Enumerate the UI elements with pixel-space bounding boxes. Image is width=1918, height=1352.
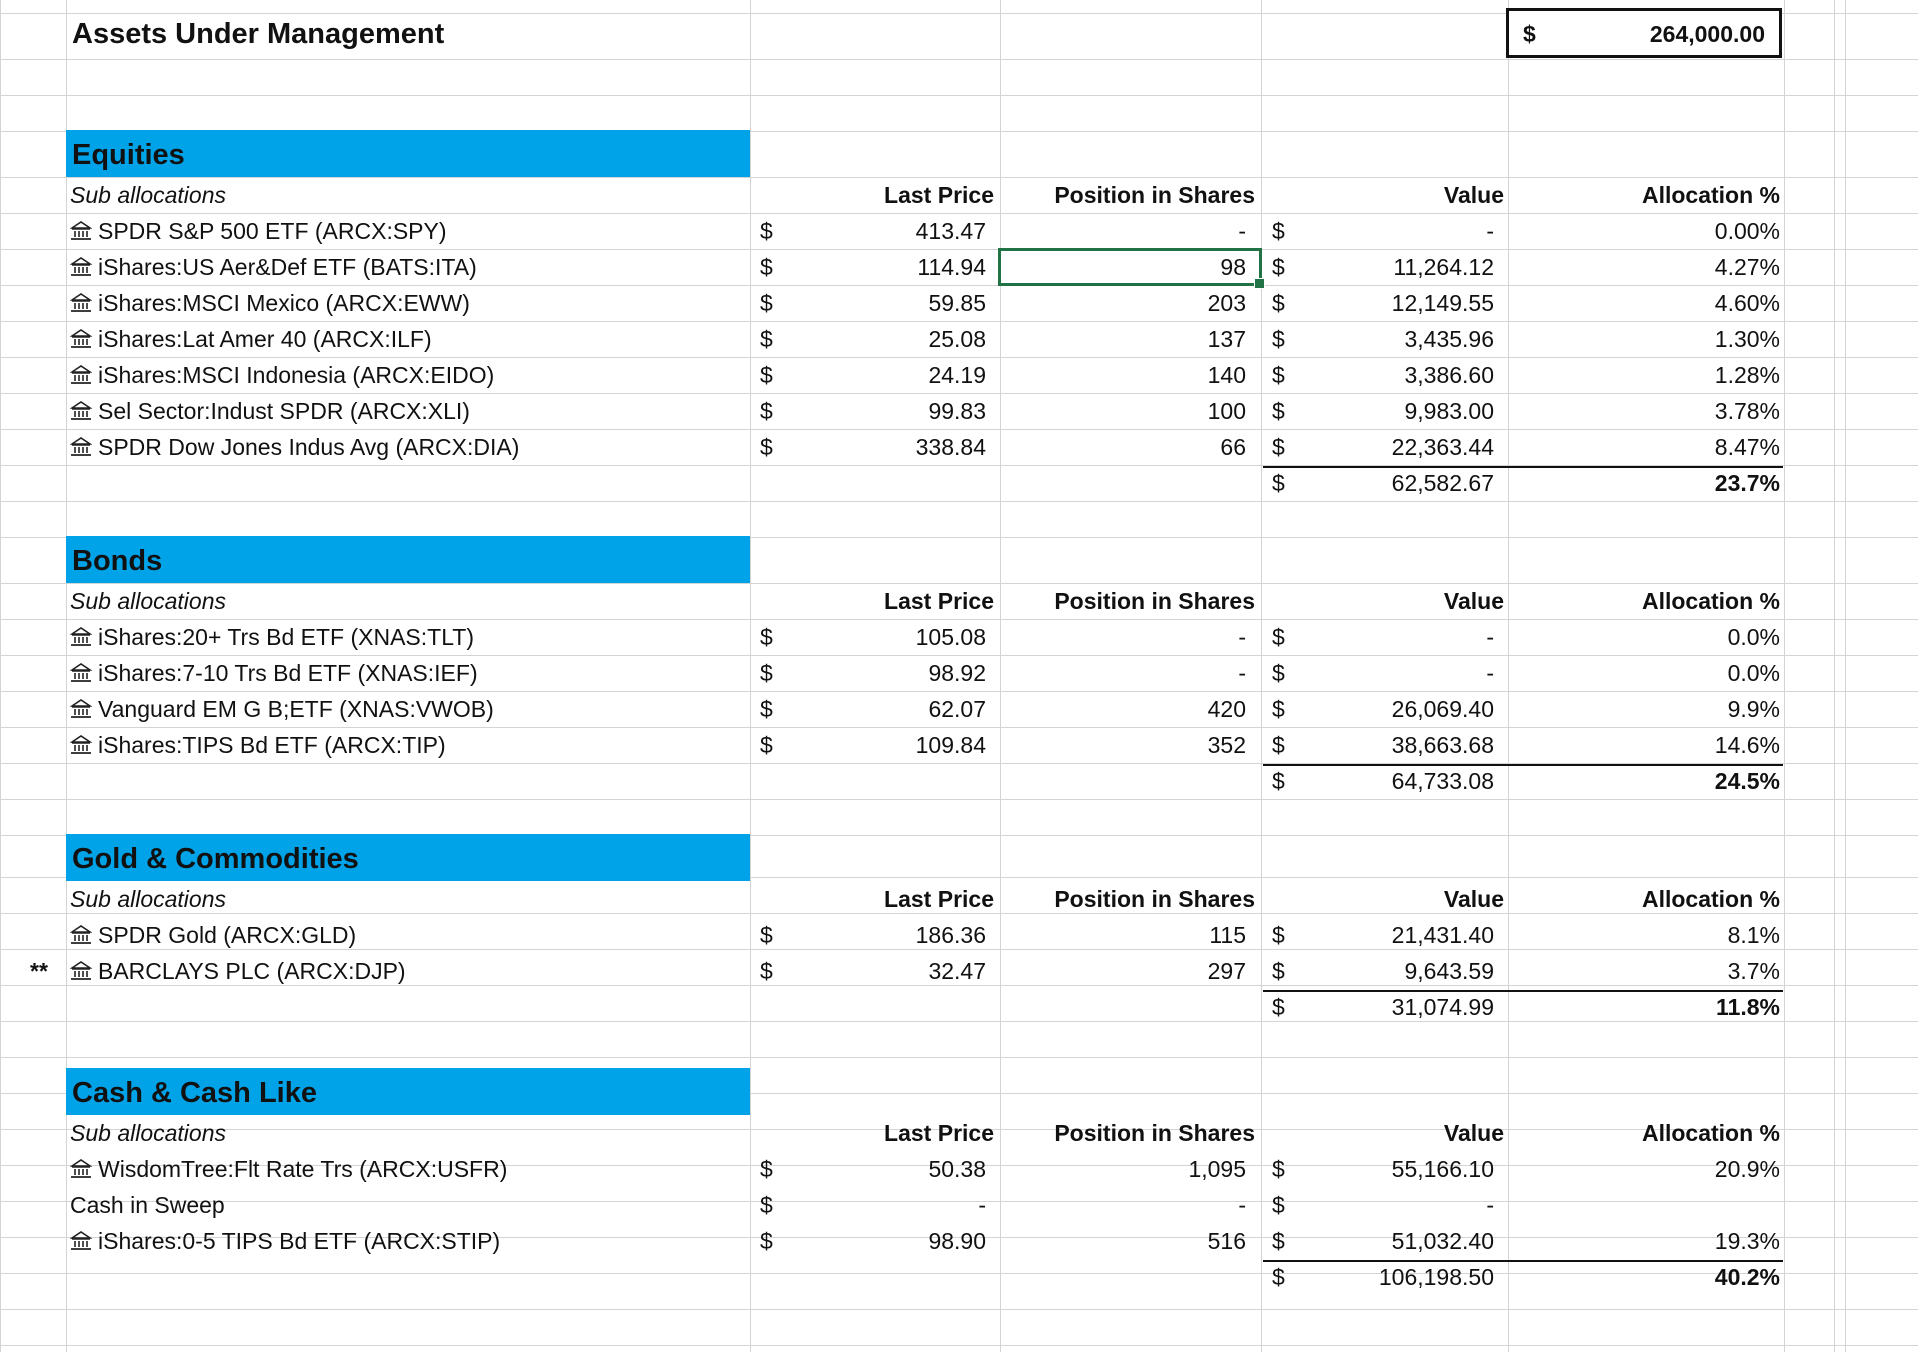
holding-value[interactable]: 3,386.60 (1404, 362, 1494, 388)
price-currency: $ (760, 290, 773, 316)
gridline (0, 799, 1918, 800)
col-header-allocation: Allocation % (1641, 182, 1780, 208)
bank-icon (70, 696, 98, 722)
position-shares-value[interactable]: 98 (1220, 254, 1246, 280)
sub-allocations-label: Sub allocations (70, 886, 226, 912)
value-currency: $ (1272, 732, 1285, 758)
holding-label: Cash in Sweep (70, 1192, 225, 1218)
gridline (0, 59, 1918, 60)
allocation-percent[interactable]: 4.27% (1714, 254, 1780, 280)
holding-name[interactable] (70, 1187, 225, 1223)
holding-value[interactable]: 38,663.68 (1391, 732, 1494, 758)
allocation-percent[interactable]: 4.60% (1714, 290, 1780, 316)
col-header-value: Value (1443, 1120, 1504, 1146)
bank-icon (70, 660, 98, 686)
bank-icon (70, 732, 98, 758)
value-currency: $ (1272, 624, 1285, 650)
last-price-value[interactable]: 25.08 (928, 326, 986, 352)
last-price-value[interactable]: 105.08 (915, 624, 986, 650)
holding-value[interactable]: 11,264.12 (1393, 254, 1494, 280)
holding-value[interactable]: - (1486, 1192, 1494, 1218)
section-header-band (66, 536, 750, 583)
col-header-last-price: Last Price (884, 1120, 994, 1146)
sub-allocations-label: Sub allocations (70, 1120, 226, 1146)
holding-label: iShares:MSCI Indonesia (ARCX:EIDO) (98, 362, 495, 388)
allocation-percent[interactable]: 1.30% (1714, 326, 1780, 352)
allocation-percent[interactable]: 8.1% (1727, 922, 1780, 948)
holding-label: iShares:Lat Amer 40 (ARCX:ILF) (98, 326, 432, 352)
price-currency: $ (760, 660, 773, 686)
position-shares-value[interactable]: - (1238, 218, 1246, 244)
gridline (66, 0, 67, 1352)
price-currency: $ (760, 362, 773, 388)
holding-name[interactable] (70, 285, 470, 321)
aum-total-value: 264,000.00 (1649, 21, 1765, 47)
holding-value[interactable]: - (1486, 218, 1494, 244)
value-currency: $ (1272, 660, 1285, 686)
holding-label: SPDR Gold (ARCX:GLD) (98, 922, 357, 948)
section-total-allocation[interactable]: 11.8% (1716, 994, 1780, 1020)
last-price-value[interactable]: 114.94 (917, 254, 986, 280)
holding-name[interactable] (70, 393, 470, 429)
last-price-value[interactable]: 50.38 (928, 1156, 986, 1182)
last-price-value[interactable]: 99.83 (928, 398, 986, 424)
section-total-value[interactable]: 62,582.67 (1391, 470, 1494, 496)
bank-icon (70, 218, 98, 244)
bank-icon (70, 290, 98, 316)
selected-cell[interactable] (998, 248, 1262, 286)
last-price-value[interactable]: 59.85 (928, 290, 986, 316)
last-price-value[interactable]: 24.19 (928, 362, 986, 388)
holding-name[interactable] (70, 429, 519, 465)
price-currency: $ (760, 624, 773, 650)
value-currency: $ (1272, 1228, 1285, 1254)
holding-label: BARCLAYS PLC (ARCX:DJP) (98, 958, 406, 984)
price-currency: $ (760, 958, 773, 984)
value-currency: $ (1272, 434, 1285, 460)
price-currency: $ (760, 1228, 773, 1254)
total-currency: $ (1272, 470, 1285, 496)
allocation-percent[interactable]: 14.6% (1714, 732, 1780, 758)
holding-value[interactable]: - (1486, 660, 1494, 686)
col-header-value: Value (1443, 182, 1504, 208)
position-shares-value[interactable]: 140 (1207, 362, 1246, 388)
last-price-value[interactable]: 62.07 (928, 696, 986, 722)
position-shares-value[interactable]: 137 (1207, 326, 1246, 352)
col-header-allocation: Allocation % (1641, 886, 1780, 912)
holding-label: WisdomTree:Flt Rate Trs (ARCX:USFR) (98, 1156, 508, 1182)
allocation-percent[interactable]: 0.00% (1714, 218, 1780, 244)
gridline (0, 1309, 1918, 1310)
holding-value[interactable]: 55,166.10 (1391, 1156, 1494, 1182)
col-header-allocation: Allocation % (1641, 588, 1780, 614)
value-currency: $ (1272, 218, 1285, 244)
col-header-position: Position in Shares (1054, 182, 1255, 208)
value-currency: $ (1272, 958, 1285, 984)
price-currency: $ (760, 922, 773, 948)
value-currency: $ (1272, 922, 1285, 948)
col-header-value: Value (1443, 886, 1504, 912)
section-header-band (66, 1068, 750, 1115)
section-title: Cash & Cash Like (72, 1077, 317, 1109)
bank-icon (70, 326, 98, 352)
allocation-percent[interactable]: 9.9% (1727, 696, 1780, 722)
gridline (0, 1057, 1918, 1058)
section-total-allocation[interactable]: 23.7% (1714, 470, 1780, 496)
col-header-last-price: Last Price (884, 886, 994, 912)
allocation-percent[interactable]: 0.0% (1727, 660, 1780, 686)
position-shares-value[interactable]: 1,095 (1188, 1156, 1246, 1182)
price-currency: $ (760, 1192, 773, 1218)
holding-value[interactable]: 51,032.40 (1391, 1228, 1494, 1254)
section-title: Gold & Commodities (72, 843, 359, 875)
holding-value[interactable]: 3,435.96 (1404, 326, 1494, 352)
gridline (1784, 0, 1785, 1352)
holding-value[interactable]: 9,983.00 (1404, 398, 1494, 424)
gridline (0, 1345, 1918, 1346)
section-title: Bonds (72, 545, 163, 577)
price-currency: $ (760, 326, 773, 352)
bank-icon (70, 1156, 98, 1182)
price-currency: $ (760, 218, 773, 244)
holding-label: SPDR Dow Jones Indus Avg (ARCX:DIA) (98, 434, 520, 460)
holding-label: iShares:20+ Trs Bd ETF (XNAS:TLT) (98, 624, 474, 650)
holding-label: iShares:MSCI Mexico (ARCX:EWW) (98, 290, 470, 316)
aum-total-cell[interactable] (1506, 8, 1782, 58)
section-total-allocation[interactable]: 24.5% (1714, 768, 1780, 794)
position-shares-value[interactable]: - (1238, 1192, 1246, 1218)
col-header-position: Position in Shares (1054, 886, 1255, 912)
holding-name[interactable] (70, 357, 494, 393)
last-price-value[interactable]: 32.47 (928, 958, 986, 984)
value-currency: $ (1272, 1156, 1285, 1182)
position-shares-value[interactable]: 115 (1209, 922, 1246, 948)
value-currency: $ (1272, 362, 1285, 388)
allocation-percent[interactable]: 20.9% (1714, 1156, 1780, 1182)
position-shares-value[interactable]: 516 (1207, 1228, 1246, 1254)
holding-label: iShares:TIPS Bd ETF (ARCX:TIP) (98, 732, 446, 758)
value-currency: $ (1272, 696, 1285, 722)
bank-icon (70, 922, 98, 948)
value-currency: $ (1272, 326, 1285, 352)
holding-label: iShares:0-5 TIPS Bd ETF (ARCX:STIP) (98, 1228, 501, 1254)
value-currency: $ (1272, 254, 1285, 280)
bank-icon (70, 624, 98, 650)
section-title: Equities (72, 139, 185, 171)
section-total-allocation[interactable]: 40.2% (1714, 1264, 1780, 1290)
page-title: Assets Under Management (72, 18, 445, 50)
col-header-value: Value (1443, 588, 1504, 614)
gridline (1845, 0, 1846, 1352)
last-price-value[interactable]: 98.90 (928, 1228, 986, 1254)
holding-label: iShares:US Aer&Def ETF (BATS:ITA) (98, 254, 477, 280)
col-header-position: Position in Shares (1054, 1120, 1255, 1146)
total-currency: $ (1272, 768, 1285, 794)
bank-icon (70, 362, 98, 388)
row-marker: ** (30, 958, 48, 984)
value-currency: $ (1272, 290, 1285, 316)
total-currency: $ (1272, 994, 1285, 1020)
holding-value[interactable]: 22,363.44 (1391, 434, 1494, 460)
holding-name[interactable] (70, 619, 474, 655)
last-price-value[interactable]: 109.84 (915, 732, 986, 758)
holding-name[interactable] (70, 321, 432, 357)
holding-name[interactable] (70, 249, 477, 285)
position-shares-value[interactable]: - (1238, 624, 1246, 650)
price-currency: $ (760, 434, 773, 460)
col-header-last-price: Last Price (884, 588, 994, 614)
price-currency: $ (760, 254, 773, 280)
allocation-percent[interactable] (1508, 1187, 1780, 1223)
last-price-value[interactable]: 338.84 (915, 434, 986, 460)
price-currency: $ (760, 1156, 773, 1182)
holding-name[interactable] (70, 213, 447, 249)
bank-icon (70, 254, 98, 280)
holding-name[interactable] (70, 917, 356, 953)
holding-value[interactable]: 26,069.40 (1391, 696, 1494, 722)
bank-icon (70, 1228, 98, 1254)
holding-value[interactable]: 9,643.59 (1404, 958, 1494, 984)
allocation-percent[interactable]: 8.47% (1714, 434, 1780, 460)
bank-icon (70, 398, 98, 424)
position-shares-value[interactable]: 297 (1207, 958, 1246, 984)
price-currency: $ (760, 398, 773, 424)
position-shares-value[interactable]: 203 (1207, 290, 1246, 316)
holding-label: Vanguard EM G B;ETF (XNAS:VWOB) (98, 696, 494, 722)
allocation-percent[interactable]: 1.28% (1714, 362, 1780, 388)
last-price-value[interactable]: - (978, 1192, 986, 1218)
holding-value[interactable]: - (1486, 624, 1494, 650)
position-shares-value[interactable]: - (1238, 660, 1246, 686)
holding-label: SPDR S&P 500 ETF (ARCX:SPY) (98, 218, 447, 244)
section-total-value[interactable]: 31,074.99 (1391, 994, 1494, 1020)
price-currency: $ (760, 732, 773, 758)
gridline (0, 95, 1918, 96)
last-price-value[interactable]: 98.92 (928, 660, 986, 686)
holding-name[interactable] (70, 1223, 500, 1259)
sub-allocations-label: Sub allocations (70, 182, 226, 208)
col-header-position: Position in Shares (1054, 588, 1255, 614)
holding-name[interactable] (70, 691, 494, 727)
section-header-band (66, 130, 750, 177)
allocation-percent[interactable]: 19.3% (1714, 1228, 1780, 1254)
position-shares-value[interactable]: 420 (1207, 696, 1246, 722)
holding-value[interactable]: 12,149.55 (1391, 290, 1494, 316)
aum-currency: $ (1523, 21, 1536, 47)
holding-value[interactable]: 21,431.40 (1391, 922, 1494, 948)
holding-name[interactable] (70, 655, 478, 691)
gridline (1834, 0, 1835, 1352)
value-currency: $ (1272, 398, 1285, 424)
section-total-value[interactable]: 106,198.50 (1378, 1264, 1494, 1290)
bank-icon (70, 434, 98, 460)
allocation-percent[interactable]: 3.78% (1714, 398, 1780, 424)
bank-icon (70, 958, 98, 984)
position-shares-value[interactable]: 100 (1207, 398, 1246, 424)
holding-name[interactable] (70, 1151, 507, 1187)
col-header-last-price: Last Price (884, 182, 994, 208)
last-price-value[interactable]: 186.36 (915, 922, 986, 948)
gridline (0, 0, 1, 1352)
value-currency: $ (1272, 1192, 1285, 1218)
price-currency: $ (760, 696, 773, 722)
position-shares-value[interactable]: 66 (1220, 434, 1246, 460)
last-price-value[interactable]: 413.47 (915, 218, 986, 244)
holding-name[interactable] (70, 953, 406, 989)
holding-label: iShares:7-10 Trs Bd ETF (XNAS:IEF) (98, 660, 478, 686)
col-header-allocation: Allocation % (1641, 1120, 1780, 1146)
position-shares-value[interactable]: 352 (1207, 732, 1246, 758)
total-currency: $ (1272, 1264, 1285, 1290)
section-header-band (66, 834, 750, 881)
fill-handle[interactable] (1254, 278, 1265, 289)
sub-allocations-label: Sub allocations (70, 588, 226, 614)
holding-name[interactable] (70, 727, 446, 763)
allocation-percent[interactable]: 0.0% (1727, 624, 1780, 650)
holding-label: Sel Sector:Indust SPDR (ARCX:XLI) (98, 398, 470, 424)
allocation-percent[interactable]: 3.7% (1727, 958, 1780, 984)
gridline (0, 501, 1918, 502)
section-total-value[interactable]: 64,733.08 (1391, 768, 1494, 794)
